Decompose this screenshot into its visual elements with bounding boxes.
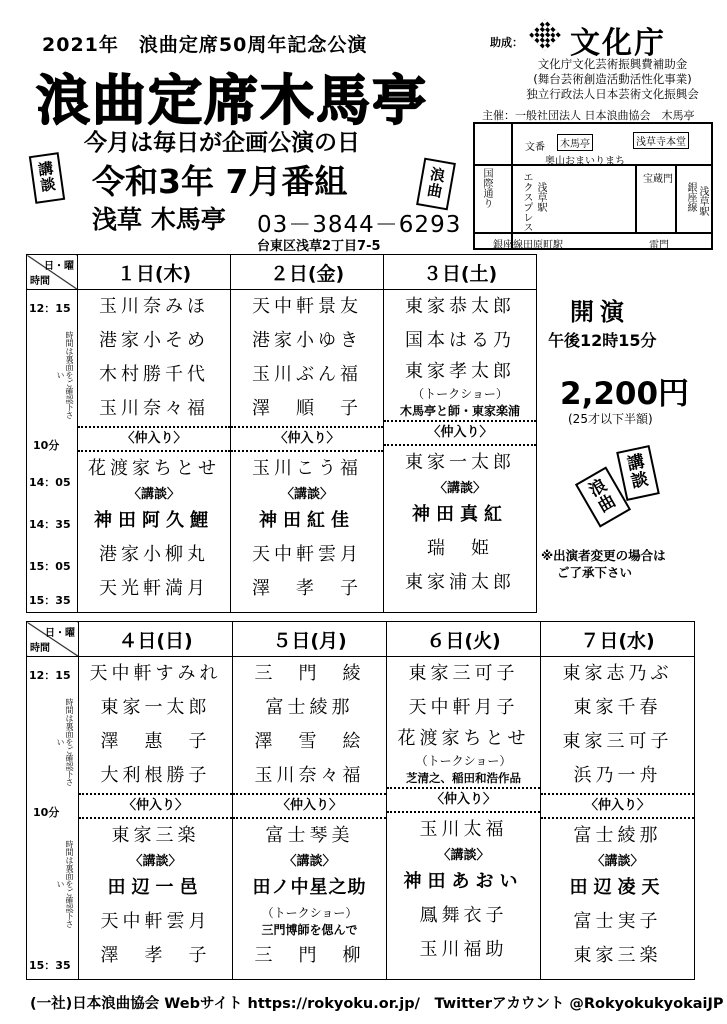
access-map xyxy=(473,122,713,250)
performer: 三 門 綾 xyxy=(254,663,365,684)
day-header: ４日(日) xyxy=(79,622,233,657)
performer: 澤 順 子 xyxy=(252,398,362,419)
kodan-performer: 神田真紅 xyxy=(412,504,508,525)
map-label: 浅草駅 xyxy=(697,186,708,216)
performer: 東家一太郎 xyxy=(100,697,211,718)
performer: 富士綾那 xyxy=(265,697,354,718)
map-label-mokubatei: 木馬亭 xyxy=(557,134,593,151)
map-label: 文番 xyxy=(525,142,545,153)
performer: 澤 雪 絵 xyxy=(254,731,365,752)
performer: 国本はる乃 xyxy=(405,330,515,351)
day-column xyxy=(541,657,695,980)
kodan-label: 〈講談〉 xyxy=(283,854,336,869)
intermission: 〈仲入り〉 xyxy=(541,793,694,819)
performer: 東家三楽 xyxy=(111,825,200,846)
day-header: ２日(金) xyxy=(231,255,384,290)
sponsor-line: 文化庁文化芸術振興費補助金 xyxy=(537,57,688,71)
kodan-performer: 田辺一邑 xyxy=(107,877,204,898)
performer: 東家孝太郎 xyxy=(405,361,515,382)
kodan-label: 〈講談〉 xyxy=(437,848,490,863)
map-label-sensoji: 浅草寺本堂 xyxy=(633,132,689,149)
kodan-label: 〈講談〉 xyxy=(280,487,333,502)
performer: 天中軒すみれ xyxy=(89,663,222,684)
map-label: 銀座線田原町駅 xyxy=(493,240,563,251)
performer: 東家千春 xyxy=(573,697,662,718)
performer: 港家小ゆき xyxy=(252,330,362,351)
performer: 鳳舞衣子 xyxy=(419,905,508,926)
schedule-table-week1 xyxy=(26,254,537,613)
top-line: 2021年 浪曲定席50周年記念公演 xyxy=(42,34,368,56)
kodan-label: 〈講談〉 xyxy=(129,854,182,869)
performer: 玉川奈々福 xyxy=(254,765,365,786)
talk-show-label: （トークショー） xyxy=(261,906,358,920)
performer: 天中軒雲月 xyxy=(100,911,211,932)
intermission: 〈仲入り〉 xyxy=(233,793,386,819)
header-time-label: 時間 xyxy=(30,643,50,654)
address: 台東区浅草2丁目7-5 xyxy=(257,239,381,254)
time-label: 14：05 xyxy=(29,476,71,489)
performer: 玉川太福 xyxy=(419,819,508,840)
time-label: 12：15 xyxy=(29,669,71,682)
performer: 天中軒雲月 xyxy=(252,544,362,565)
kodan-label: 〈講談〉 xyxy=(433,481,486,496)
day-column xyxy=(78,290,231,613)
intermission: 〈仲入り〉 xyxy=(384,420,536,446)
day-header: １日(木) xyxy=(78,255,231,290)
kodan-performer: 田辺凌天 xyxy=(569,877,666,898)
kodan-stamp-icon: 講 談 xyxy=(616,445,660,501)
talk-show-title: 芝清之、稲田和浩作品 xyxy=(406,771,521,785)
phone-number: 03－3844－6293 xyxy=(257,212,462,238)
schedule-table-week2 xyxy=(26,621,695,980)
header-corner xyxy=(27,622,79,657)
header-day-label: 日・曜 xyxy=(45,628,75,639)
day-column xyxy=(233,657,387,980)
notice-line: ご了承下さい xyxy=(557,565,633,580)
day-column xyxy=(231,290,384,613)
kodan-label: 〈講談〉 xyxy=(127,487,180,502)
sponsor-line: (舞台芸術創造活動活性化事業) xyxy=(533,72,692,86)
performer: 東家恭太郎 xyxy=(405,296,515,317)
bunka-agency-logo-icon xyxy=(529,19,561,51)
time-note: 時間は裏面をご確認下さい xyxy=(56,331,74,419)
day-column xyxy=(79,657,233,980)
performer: 玉川奈みほ xyxy=(99,296,209,317)
time-label: 10分 xyxy=(33,806,60,819)
performer: 三 門 柳 xyxy=(254,945,365,966)
venue-title: 浪曲定席木馬亭 xyxy=(36,68,428,132)
performer: 澤 孝 子 xyxy=(252,578,362,599)
talk-show-title: 三門博師を偲んで xyxy=(261,923,358,937)
performer: 玉川福助 xyxy=(419,939,508,960)
day-column xyxy=(384,290,537,613)
performer: 玉川ぶん福 xyxy=(252,364,362,385)
map-label: エクスプレス xyxy=(521,172,532,232)
performer: 東家三可子 xyxy=(562,731,673,752)
header-day-label: 日・曜 xyxy=(44,261,74,272)
performer: 玉川こう福 xyxy=(252,458,362,479)
performer: 澤 孝 子 xyxy=(100,945,211,966)
map-label: 国際通り xyxy=(481,168,492,208)
performer: 瑞 姫 xyxy=(427,538,493,559)
performer: 東家志乃ぶ xyxy=(562,663,673,684)
performer: 花渡家ちとせ xyxy=(397,728,530,749)
day-header: ６日(火) xyxy=(387,622,541,657)
notice-line: ※出演者変更の場合は xyxy=(541,548,666,563)
performer: 天中軒景友 xyxy=(252,296,362,317)
performer: 澤 惠 子 xyxy=(100,731,211,752)
venue-short: 浅草 木馬亭 xyxy=(92,205,226,234)
map-label: 浅草駅 xyxy=(535,182,546,212)
performer: 花渡家ちとせ xyxy=(88,458,220,479)
time-label: 10分 xyxy=(33,439,60,452)
rokyoku-stamp-icon: 浪 曲 xyxy=(416,158,456,211)
tagline: 今月は毎日が企画公演の日 xyxy=(84,130,360,156)
kodan-label: 〈講談〉 xyxy=(591,854,644,869)
performance-start-time: 午後12時15分 xyxy=(548,331,657,350)
price-note: (25才以下半額) xyxy=(568,412,653,426)
performer: 天中軒月子 xyxy=(408,697,519,718)
sponsor-lines xyxy=(500,57,725,102)
time-label: 15：35 xyxy=(29,959,71,972)
kodan-stamp-icon: 講 談 xyxy=(29,152,65,204)
performance-start-title: 開演 xyxy=(570,298,630,326)
change-notice xyxy=(541,547,666,581)
day-header: ７日(水) xyxy=(541,622,695,657)
performer: 東家一太郎 xyxy=(405,452,515,473)
map-label: 雷門 xyxy=(649,240,669,251)
performer: 玉川奈々福 xyxy=(99,398,209,419)
time-label: 15：05 xyxy=(29,560,71,573)
performer: 富士実子 xyxy=(573,911,662,932)
organizer: 主催：一般社団法人 日本浪曲協会 木馬亭 xyxy=(482,109,695,122)
program-title: 令和3年 7月番組 xyxy=(92,162,348,201)
header-corner xyxy=(27,255,78,290)
intermission: 〈仲入り〉 xyxy=(231,426,383,452)
footer-links: (一社)日本浪曲協会 Webサイト https://rokyoku.or.jp/ Twitterアカウント @RokyokukyokaiJP xyxy=(30,996,724,1012)
performer: 浜乃一舟 xyxy=(573,765,662,786)
performer: 木村勝千代 xyxy=(99,364,209,385)
header-time-label: 時間 xyxy=(30,276,50,287)
time-label: 15：35 xyxy=(29,594,71,607)
performer: 富士琴美 xyxy=(265,825,354,846)
day-header: ３日(土) xyxy=(384,255,537,290)
time-column xyxy=(27,290,78,613)
agency-name: 文化庁 xyxy=(570,26,666,61)
talk-show-title: 木馬亭と師・東家楽浦 xyxy=(399,404,520,418)
intermission: 〈仲入り〉 xyxy=(79,793,232,819)
sponsor-line: 独立行政法人日本芸術文化振興会 xyxy=(526,87,699,101)
map-label: 銀座線 xyxy=(685,182,696,212)
intermission: 〈仲入り〉 xyxy=(387,787,540,813)
day-header: ５日(月) xyxy=(233,622,387,657)
performer: 東家三可子 xyxy=(408,663,519,684)
talk-show-label: （トークショー） xyxy=(415,754,512,768)
performer: 東家浦太郎 xyxy=(405,572,515,593)
time-note: 時間は裏面をご確認下さい xyxy=(56,840,74,928)
map-label: 奥山おまいりまち xyxy=(545,156,625,167)
time-label: 12：15 xyxy=(29,302,71,315)
time-column xyxy=(27,657,79,980)
rokyoku-stamp-icon: 浪 曲 xyxy=(575,466,631,527)
talk-show-label: （トークショー） xyxy=(412,387,508,401)
time-note: 時間は裏面をご確認下さい xyxy=(56,698,74,786)
kodan-performer: 田ノ中星之助 xyxy=(252,877,367,898)
performer: 東家三楽 xyxy=(573,945,662,966)
map-label: 宝蔵門 xyxy=(643,174,673,185)
performer: 港家小柳丸 xyxy=(99,544,209,565)
performer: 港家小そめ xyxy=(99,330,209,351)
performer: 大利根勝子 xyxy=(100,765,211,786)
time-label: 14：35 xyxy=(29,518,71,531)
kodan-performer: 神田あおい xyxy=(403,871,524,892)
kodan-performer: 神田紅佳 xyxy=(259,510,355,531)
ticket-price: 2,200円 xyxy=(560,376,690,412)
performer: 天光軒満月 xyxy=(99,578,209,599)
kodan-performer: 神田阿久鯉 xyxy=(94,510,214,531)
sponsor-label: 助成： xyxy=(490,36,523,49)
day-column xyxy=(387,657,541,980)
intermission: 〈仲入り〉 xyxy=(78,426,230,452)
performer: 富士綾那 xyxy=(573,825,662,846)
